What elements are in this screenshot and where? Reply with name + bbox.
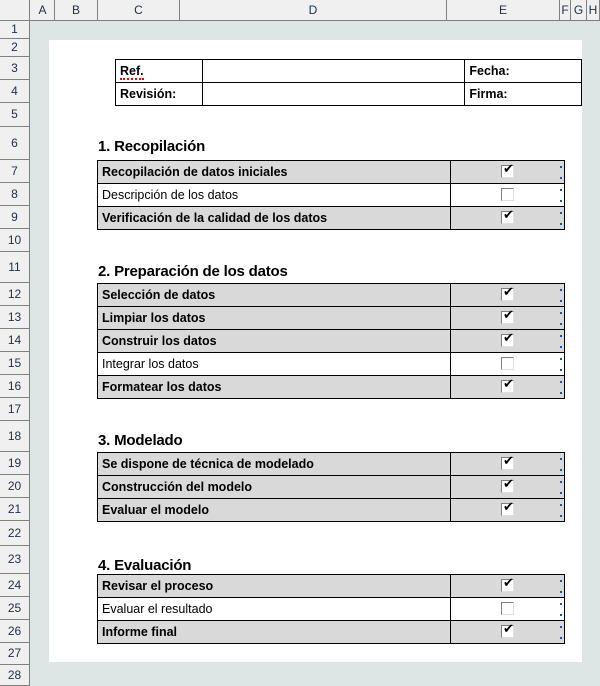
cell-marker-dot	[560, 603, 562, 605]
check-mark-icon: ✔	[503, 477, 514, 493]
row-header-27[interactable]: 27	[0, 643, 29, 665]
table-row	[98, 621, 565, 644]
check-mark-icon: ✔	[503, 576, 514, 592]
task-label-cell[interactable]: Se dispone de técnica de modelado	[98, 453, 451, 476]
cell-marker-dot	[560, 346, 562, 348]
checkbox-checked-icon[interactable]	[501, 285, 514, 301]
table-row	[98, 330, 565, 353]
row-header-13[interactable]: 13	[0, 306, 29, 329]
row-header-8[interactable]: 8	[0, 183, 29, 206]
task-label-cell[interactable]: Selección de datos	[98, 284, 451, 307]
info-right-label-text: Firma:	[469, 87, 508, 101]
section-title: 2. Preparación de los datos	[98, 263, 288, 280]
task-label-cell[interactable]: Recopilación de datos iniciales	[98, 161, 451, 184]
section-title: 3. Modelado	[98, 432, 183, 449]
task-label-cell[interactable]: Integrar los datos	[98, 353, 451, 376]
info-label-cell[interactable]	[116, 83, 203, 106]
task-checkbox-cell[interactable]	[451, 307, 565, 330]
checkbox-checked-icon[interactable]	[501, 331, 514, 347]
row-header-21[interactable]: 21	[0, 498, 29, 521]
task-checkbox-cell[interactable]	[451, 184, 565, 207]
row-header-10[interactable]: 10	[0, 229, 29, 252]
cell-marker-dot	[560, 492, 562, 494]
task-label-cell[interactable]: Descripción de los datos	[98, 184, 451, 207]
info-right-label-cell[interactable]	[465, 60, 582, 83]
row-header-15[interactable]: 15	[0, 352, 29, 375]
checkbox-checked-icon[interactable]	[501, 162, 514, 178]
info-label-cell[interactable]	[116, 60, 203, 83]
cell-marker-dot	[560, 591, 562, 593]
checklist-table	[97, 160, 565, 230]
cell-marker-dot	[560, 481, 562, 483]
check-mark-icon: ✔	[503, 500, 514, 516]
table-row	[98, 161, 565, 184]
checkbox-checked-icon[interactable]	[501, 477, 514, 493]
checkbox-unchecked-icon[interactable]	[501, 357, 514, 370]
task-checkbox-cell[interactable]	[451, 207, 565, 230]
checkbox-checked-icon[interactable]	[501, 622, 514, 638]
section-title: 4. Evaluación	[98, 557, 192, 574]
info-row	[116, 83, 582, 106]
column-header-bar	[30, 0, 600, 21]
table-row	[98, 575, 565, 598]
check-mark-icon: ✔	[503, 377, 514, 393]
row-header-2[interactable]: 2	[0, 39, 29, 57]
task-checkbox-cell[interactable]	[451, 376, 565, 399]
table-row	[98, 598, 565, 621]
info-value-cell[interactable]	[202, 83, 465, 106]
row-header-22[interactable]: 22	[0, 521, 29, 546]
task-label-cell[interactable]: Construir los datos	[98, 330, 451, 353]
checkbox-checked-icon[interactable]	[501, 308, 514, 324]
table-row	[98, 307, 565, 330]
cell-marker-dot	[560, 580, 562, 582]
cell-marker-dot	[560, 335, 562, 337]
table-row	[98, 184, 565, 207]
check-mark-icon: ✔	[503, 285, 514, 301]
task-checkbox-cell[interactable]	[451, 453, 565, 476]
cell-marker-dot	[560, 392, 562, 394]
cell-marker-dot	[560, 358, 562, 360]
row-header-14[interactable]: 14	[0, 329, 29, 352]
table-row	[98, 207, 565, 230]
cell-marker-dot	[560, 469, 562, 471]
check-mark-icon: ✔	[503, 308, 514, 324]
table-row	[98, 499, 565, 522]
table-row	[98, 476, 565, 499]
row-header-11[interactable]: 11	[0, 252, 29, 283]
row-header-bar	[0, 21, 30, 686]
column-header-c[interactable]: C	[98, 0, 180, 20]
info-right-label-cell[interactable]	[465, 83, 582, 106]
task-checkbox-cell[interactable]	[451, 598, 565, 621]
task-label-cell[interactable]: Limpiar los datos	[98, 307, 451, 330]
row-header-23[interactable]: 23	[0, 546, 29, 574]
task-checkbox-cell[interactable]	[451, 284, 565, 307]
cell-marker-dot	[560, 300, 562, 302]
row-header-19[interactable]: 19	[0, 452, 29, 475]
checkbox-unchecked-icon[interactable]	[501, 602, 514, 615]
task-checkbox-cell[interactable]	[451, 476, 565, 499]
row-header-17[interactable]: 17	[0, 398, 29, 421]
table-row	[98, 353, 565, 376]
cell-marker-dot	[560, 323, 562, 325]
task-checkbox-cell[interactable]	[451, 330, 565, 353]
section-title: 1. Recopilación	[98, 138, 206, 155]
info-row	[116, 60, 582, 83]
info-value-cell[interactable]	[202, 60, 465, 83]
cell-marker-dot	[560, 189, 562, 191]
task-label-cell[interactable]: Evaluar el resultado	[98, 598, 451, 621]
task-label-cell[interactable]: Construcción del modelo	[98, 476, 451, 499]
column-header-f[interactable]: F	[560, 0, 571, 20]
row-header-12[interactable]: 12	[0, 283, 29, 306]
task-checkbox-cell[interactable]	[451, 353, 565, 376]
checkbox-checked-icon[interactable]	[501, 454, 514, 470]
cell-marker-dot	[560, 223, 562, 225]
task-checkbox-cell[interactable]	[451, 161, 565, 184]
cell-marker-dot	[560, 626, 562, 628]
info-label-text: Revisión:	[120, 87, 177, 101]
cell-marker-dot	[560, 381, 562, 383]
column-header-g[interactable]: G	[571, 0, 587, 20]
checklist-table	[97, 452, 565, 522]
column-header-d[interactable]: D	[180, 0, 447, 20]
task-label-cell[interactable]: Evaluar el modelo	[98, 499, 451, 522]
column-header-a[interactable]: A	[31, 0, 55, 20]
cell-marker-dot	[560, 200, 562, 202]
checklist-table	[97, 283, 565, 399]
task-checkbox-cell[interactable]	[451, 621, 565, 644]
cell-marker-dot	[560, 458, 562, 460]
info-right-label-text: Fecha:	[469, 64, 510, 78]
cell-marker-dot	[560, 289, 562, 291]
check-mark-icon: ✔	[503, 454, 514, 470]
row-header-18[interactable]: 18	[0, 421, 29, 452]
column-header-b[interactable]: B	[55, 0, 98, 20]
cell-marker-dot	[560, 614, 562, 616]
task-checkbox-cell[interactable]	[451, 575, 565, 598]
row-header-4[interactable]: 4	[0, 80, 29, 103]
row-header-6[interactable]: 6	[0, 127, 29, 160]
row-header-20[interactable]: 20	[0, 475, 29, 498]
row-header-3[interactable]: 3	[0, 57, 29, 80]
task-checkbox-cell[interactable]	[451, 499, 565, 522]
row-header-1[interactable]: 1	[0, 21, 29, 39]
checkbox-checked-icon[interactable]	[501, 208, 514, 224]
check-mark-icon: ✔	[503, 331, 514, 347]
cell-marker-dot	[560, 369, 562, 371]
task-label-cell[interactable]: Verificación de la calidad de los datos	[98, 207, 451, 230]
cell-marker-dot	[560, 312, 562, 314]
document-page	[49, 40, 582, 662]
cell-marker-dot	[560, 637, 562, 639]
row-header-28[interactable]: 28	[0, 665, 29, 686]
row-header-24[interactable]: 24	[0, 574, 29, 597]
document-info-table	[115, 59, 582, 106]
table-row	[98, 376, 565, 399]
checklist-table	[97, 574, 565, 644]
row-header-26[interactable]: 26	[0, 620, 29, 643]
row-header-16[interactable]: 16	[0, 375, 29, 398]
task-label-cell[interactable]: Revisar el proceso	[98, 575, 451, 598]
checkbox-unchecked-icon[interactable]	[501, 188, 514, 201]
column-header-h[interactable]: H	[587, 0, 600, 20]
column-header-e[interactable]: E	[447, 0, 560, 20]
row-header-9[interactable]: 9	[0, 206, 29, 229]
checkbox-checked-icon[interactable]	[501, 500, 514, 516]
cell-marker-dot	[560, 504, 562, 506]
row-header-5[interactable]: 5	[0, 103, 29, 127]
cell-marker-dot	[560, 166, 562, 168]
cell-marker-dot	[560, 177, 562, 179]
table-row	[98, 453, 565, 476]
checkbox-checked-icon[interactable]	[501, 576, 514, 592]
select-all-corner[interactable]	[0, 0, 30, 21]
cell-marker-dot	[560, 212, 562, 214]
check-mark-icon: ✔	[503, 208, 514, 224]
task-label-cell[interactable]: Informe final	[98, 621, 451, 644]
cell-marker-dot	[560, 515, 562, 517]
check-mark-icon: ✔	[503, 622, 514, 638]
row-header-7[interactable]: 7	[0, 160, 29, 183]
checkbox-checked-icon[interactable]	[501, 377, 514, 393]
row-header-25[interactable]: 25	[0, 597, 29, 620]
info-label-text: Ref.	[120, 64, 144, 78]
table-row	[98, 284, 565, 307]
task-label-cell[interactable]: Formatear los datos	[98, 376, 451, 399]
sheet-grid[interactable]	[31, 22, 600, 686]
check-mark-icon: ✔	[503, 162, 514, 178]
